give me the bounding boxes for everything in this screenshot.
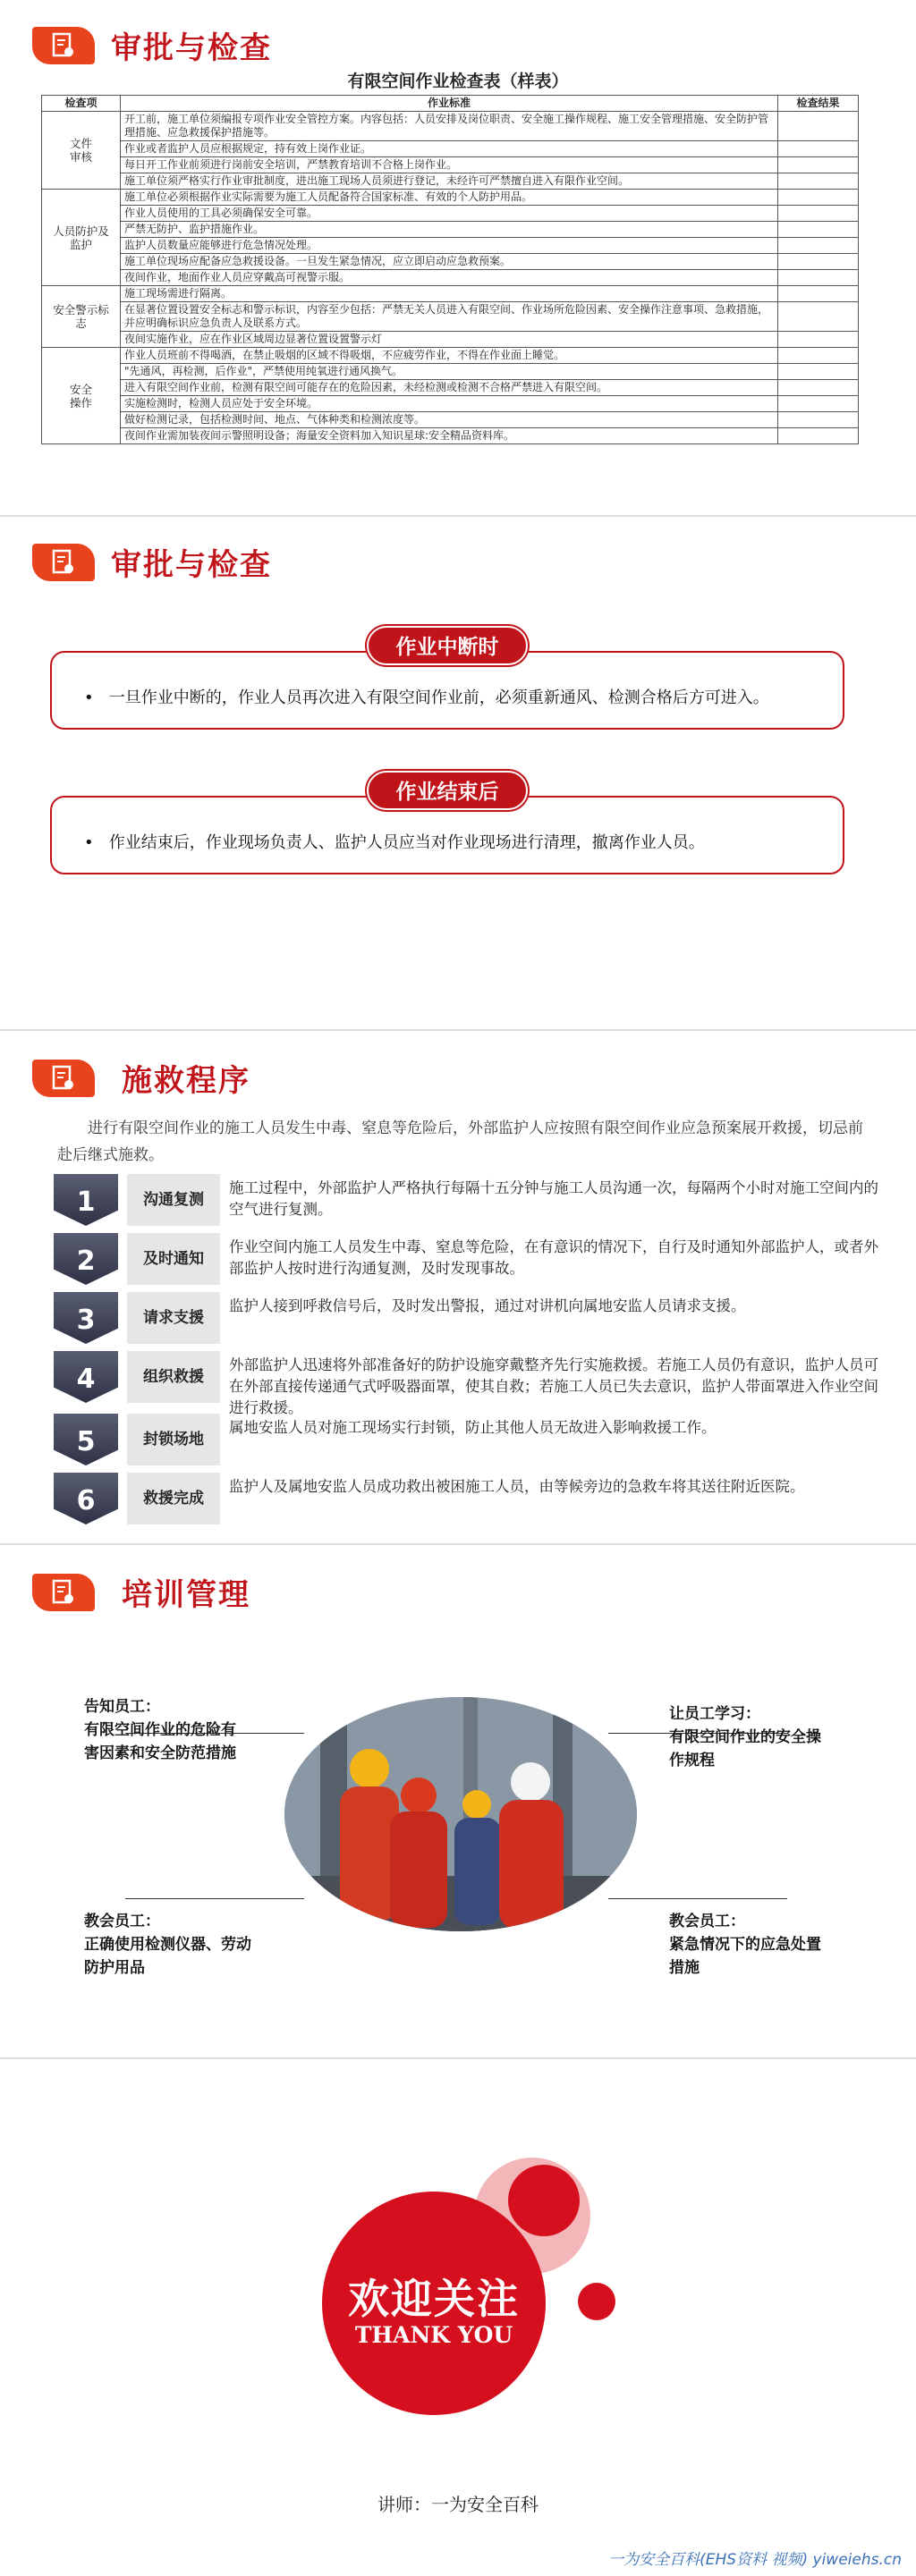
standard-cell: 在显著位置设置安全标志和警示标识，内容至少包括：严禁无关人员进入有限空间、作业场所危险因素、安全操作注意事项、急救措施，并应明确标识应急负责人及联系方式。 <box>121 302 778 332</box>
step-label: 封锁场地 <box>127 1414 220 1465</box>
col-header-result: 检查结果 <box>778 96 859 112</box>
category-cell: 安全警示标 志 <box>42 286 121 348</box>
step-description: 监护人接到呼救信号后，及时发出警报，通过对讲机向属地安监人员请求支援。 <box>229 1297 746 1314</box>
standard-cell: 实施检测时，检测人员应处于安全环境。 <box>121 396 778 412</box>
standard-cell: 作业人员班前不得喝酒，在禁止吸烟的区域不得吸烟，不应疲劳作业，不得在作业面上睡觉。 <box>121 348 778 364</box>
result-cell[interactable] <box>778 412 859 428</box>
result-cell[interactable] <box>778 286 859 302</box>
table-row <box>42 173 859 190</box>
standard-cell: 开工前，施工单位须编报专项作业安全管控方案。内容包括：人员安排及岗位职责、安全施工操作规程、施工安全管理措施、安全防护管理措施、应急救援保护措施等。 <box>121 112 778 141</box>
step-number: 6 <box>76 1485 96 1516</box>
result-cell[interactable] <box>778 302 859 332</box>
result-cell[interactable] <box>778 396 859 412</box>
checklist-table <box>41 95 859 444</box>
step-label: 及时通知 <box>127 1233 220 1285</box>
card-finish-text: • 作业结束后，作业现场负责人、监护人员应当对作业现场进行清理，撤离作业人员。 <box>84 833 705 852</box>
speaker-text: 讲师：一为安全百科 <box>377 2494 539 2515</box>
step-number: 1 <box>76 1187 96 1218</box>
training-emergency: 教会员工： 紧急情况下的应急处置 措施 <box>669 1913 821 1977</box>
step-description: 外部监护人迅速将外部准备好的防护设施穿戴整齐先行实施救援。若施工人员仍有意识，监护人员可在外部直接传递通气式呼吸器面罩，使其自救；若施工人员已失去意识，监护人带面罩进入作业空间进行救援。 <box>229 1356 878 1416</box>
table-row <box>42 238 859 254</box>
result-cell[interactable] <box>778 190 859 206</box>
step-description: 监护人及属地安监人员成功救出被困施工人员，由等候旁边的急救车将其送往附近医院。 <box>229 1478 805 1495</box>
standard-cell: 监护人员数量应能够进行危急情况处理。 <box>121 238 778 254</box>
rescue-step <box>54 1292 877 1344</box>
slide-title: 培训管理 <box>122 1577 250 1613</box>
card-interrupt-title: 作业中断时 <box>367 626 528 665</box>
table-row <box>42 270 859 286</box>
result-cell[interactable] <box>778 206 859 222</box>
card-interrupt-text: • 一旦作业中断的，作业人员再次进入有限空间作业前，必须重新通风、检测合格后方可进入。 <box>84 688 769 707</box>
col-header-standard: 作业标准 <box>121 96 778 112</box>
standard-cell: 做好检测记录，包括检测时间、地点、气体种类和检测浓度等。 <box>121 412 778 428</box>
table-row <box>42 412 859 428</box>
result-cell[interactable] <box>778 364 859 380</box>
result-cell[interactable] <box>778 348 859 364</box>
category-cell: 文件 审核 <box>42 112 121 190</box>
slide-header <box>32 1570 250 1614</box>
result-cell[interactable] <box>778 141 859 157</box>
result-cell[interactable] <box>778 332 859 348</box>
standard-cell: 作业或者监护人员应根据规定，持有效上岗作业证。 <box>121 141 778 157</box>
standard-cell: 施工现场需进行隔离。 <box>121 286 778 302</box>
standard-cell: 进入有限空间作业前，检测有限空间可能存在的危险因素，未经检测或检测不合格严禁进入有限空间。 <box>121 380 778 396</box>
standard-cell: 夜间作业需加装夜间示警照明设备；海量安全资料加入知识星球:安全精品资料库。 <box>121 428 778 444</box>
table-row <box>42 190 859 206</box>
result-cell[interactable] <box>778 254 859 270</box>
table-row <box>42 364 859 380</box>
table-row <box>42 428 859 444</box>
category-cell: 安全 操作 <box>42 348 121 444</box>
step-description: 施工过程中，外部监护人严格执行每隔十五分钟与施工人员沟通一次，每隔两个小时对施工空间内的空气进行复测。 <box>229 1179 878 1218</box>
step-label: 组织救援 <box>127 1351 220 1403</box>
slide-title: 审批与检查 <box>111 30 272 66</box>
rescue-step <box>54 1174 877 1226</box>
standard-cell: 夜间作业，地面作业人员应穿戴高可视警示服。 <box>121 270 778 286</box>
standard-cell: 每日开工作业前须进行岗前安全培训，严禁教育培训不合格上岗作业。 <box>121 157 778 173</box>
document-icon <box>32 544 95 581</box>
col-header-item: 检查项 <box>42 96 121 112</box>
step-label: 救援完成 <box>127 1473 220 1524</box>
training-learn: 让员工学习： 有限空间作业的安全操 作规程 <box>669 1705 821 1769</box>
table-title: 有限空间作业检查表（样表） <box>347 72 569 91</box>
result-cell[interactable] <box>778 112 859 141</box>
standard-cell: 施工单位现场应配备应急救援设备。一旦发生紧急情况，应立即启动应急救预案。 <box>121 254 778 270</box>
result-cell[interactable] <box>778 428 859 444</box>
training-inform: 告知员工： 有限空间作业的危险有 害因素和安全防范措施 <box>84 1698 236 1762</box>
slide-approval <box>0 517 916 1029</box>
table-row <box>42 348 859 364</box>
table-row <box>42 380 859 396</box>
rescue-step <box>54 1414 877 1465</box>
table-row <box>42 157 859 173</box>
result-cell[interactable] <box>778 173 859 190</box>
rescue-step <box>54 1351 878 1416</box>
result-cell[interactable] <box>778 238 859 254</box>
workers-photo <box>284 1697 637 1931</box>
step-description: 属地安监人员对施工现场实行封锁，防止其他人员无故进入影响救援工作。 <box>229 1419 717 1436</box>
thanks-circle <box>322 2192 546 2415</box>
step-label: 请求支援 <box>127 1292 220 1344</box>
table-row <box>42 302 859 332</box>
rescue-step <box>54 1473 877 1524</box>
thanks-title-cn: 欢迎关注 <box>348 2275 520 2323</box>
standard-cell: 严禁无防护、监护措施作业。 <box>121 222 778 238</box>
table-row <box>42 254 859 270</box>
slide-header <box>32 23 272 67</box>
step-number: 4 <box>76 1364 96 1395</box>
table-row <box>42 141 859 157</box>
table-row <box>42 222 859 238</box>
document-icon <box>32 1574 95 1611</box>
slide-title: 审批与检查 <box>111 547 272 583</box>
slide-header <box>32 1056 250 1100</box>
card-finish-title: 作业结束后 <box>367 771 528 810</box>
step-number: 3 <box>76 1305 96 1336</box>
rescue-step <box>54 1233 877 1285</box>
step-description: 作业空间内施工人员发生中毒、窒息等危险，在有意识的情况下，自行及时通知外部监护人，或者外部监护人按时进行沟通复测，及时发现事故。 <box>229 1238 878 1277</box>
standard-cell: 作业人员使用的工具必须确保安全可靠。 <box>121 206 778 222</box>
category-cell: 人员防护及 监护 <box>42 190 121 286</box>
standard-cell: 夜间实施作业，应在作业区域周边显著位置设置警示灯 <box>121 332 778 348</box>
document-icon <box>32 1060 95 1097</box>
table-row <box>42 396 859 412</box>
result-cell[interactable] <box>778 270 859 286</box>
result-cell[interactable] <box>778 157 859 173</box>
training-equipment: 教会员工： 正确使用检测仪器、劳动 防护用品 <box>84 1913 251 1977</box>
standard-cell: "先通风，再检测，后作业"，严禁使用纯氧进行通风换气。 <box>121 364 778 380</box>
table-row <box>42 112 859 141</box>
thanks-title-en: THANK YOU <box>354 2322 513 2348</box>
result-cell[interactable] <box>778 380 859 396</box>
decor-circle-small <box>578 2283 615 2320</box>
step-number: 5 <box>76 1426 96 1457</box>
step-label: 沟通复测 <box>127 1174 220 1226</box>
rescue-intro: 进行有限空间作业的施工人员发生中毒、窒息等危险后，外部监护人应按照有限空间作业应急预案展开救援，切忌前赴后继式施救。 <box>57 1119 863 1164</box>
result-cell[interactable] <box>778 222 859 238</box>
slide-title: 施救程序 <box>122 1063 250 1099</box>
table-row <box>42 206 859 222</box>
footer-link[interactable]: 一为安全百科(EHS资料 视频) yiweiehs.cn <box>608 2551 902 2569</box>
step-number: 2 <box>76 1246 96 1277</box>
standard-cell: 施工单位必须根据作业实际需要为施工人员配备符合国家标准、有效的个人防护用品。 <box>121 190 778 206</box>
slide-rescue <box>0 1031 916 1543</box>
table-row <box>42 332 859 348</box>
document-icon <box>32 27 95 64</box>
decor-circle-red <box>508 2165 580 2236</box>
slide-checklist <box>0 0 916 515</box>
slide-training <box>0 1545 916 2057</box>
table-row <box>42 286 859 302</box>
standard-cell: 施工单位须严格实行作业审批制度，进出施工现场人员须进行登记，未经许可严禁擅自进入有限作业空间。 <box>121 173 778 190</box>
slide-thanks <box>0 2059 916 2576</box>
slide-header <box>32 540 272 584</box>
